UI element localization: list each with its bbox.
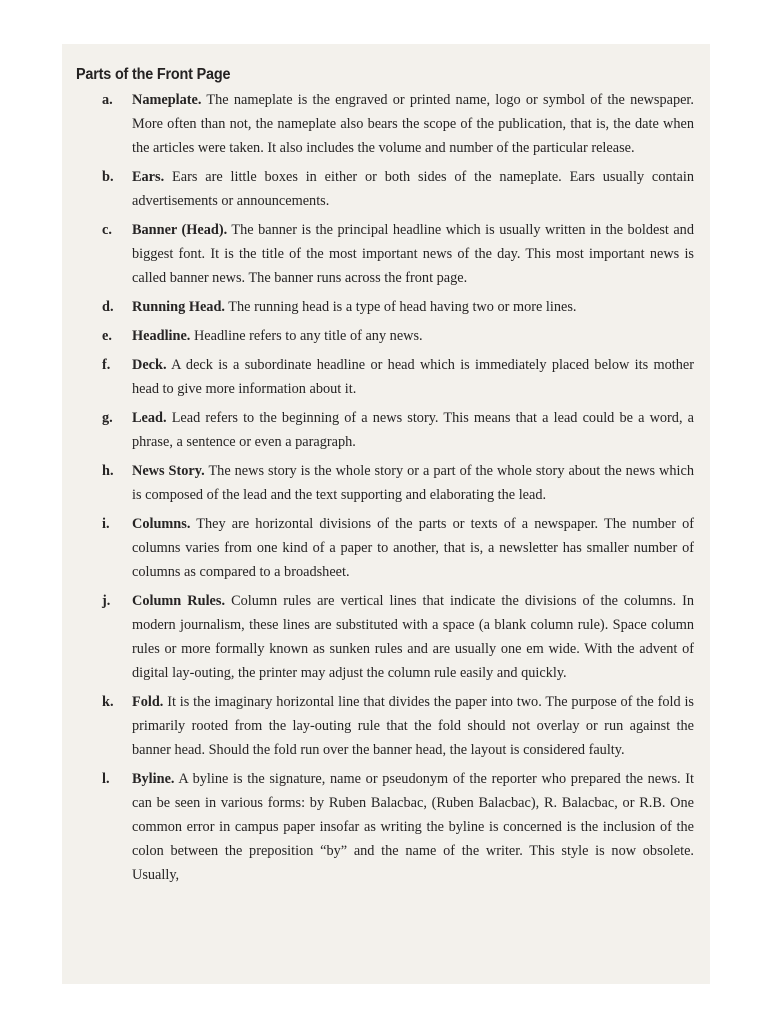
item-term: Deck. [132, 357, 167, 373]
item-text: The news story is the whole story or a part of the whole story about the news which is composed of the lead and the text supporting and elaborating the lead. [132, 463, 694, 503]
item-text: A byline is the signature, name or pseudonym of the reporter who prepared the news. It can be seen in various forms: by Ruben Balacbac, (Ruben Balacbac), R. Balacbac, or R.B. One common error in campus paper insofar as writing the byline is concerned is the inclusion of the colon between the preposition “by” and the name of the writer. This style is now obsolete. Usually, [132, 771, 694, 883]
item-letter: j. [102, 593, 111, 609]
item-term: Columns. [132, 516, 191, 532]
list-item-ears [102, 165, 694, 213]
item-text: The nameplate is the engraved or printed name, logo or symbol of the newspaper. More often than not, the nameplate also bears the scope of the publication, that is, the date when the articles were taken. It also includes the volume and number of the particular release. [132, 92, 694, 156]
list-item-nameplate [102, 88, 694, 160]
item-text: Lead refers to the beginning of a news story. This means that a lead could be a word, a phrase, a sentence or even a paragraph. [132, 410, 694, 450]
item-text: They are horizontal divisions of the parts or texts of a newspaper. The number of columns varies from one kind of a paper to another, that is, a newsletter has smaller number of columns as compared to a broadsheet. [132, 516, 694, 580]
list-item-lead [102, 406, 694, 454]
item-term: News Story. [132, 463, 205, 479]
definition-list [102, 88, 694, 892]
item-term: Ears. [132, 169, 165, 185]
item-letter: b. [102, 169, 114, 185]
list-item-deck [102, 353, 694, 401]
item-text: Column rules are vertical lines that indicate the divisions of the columns. In modern journalism, these lines are substituted with a space (a blank column rule). Space column rules or more formally known as sunken rules and are usually one em wide. With the advent of digital lay-outing, the printer may adjust the column rule easily and quickly. [132, 593, 694, 681]
list-item-columns [102, 512, 694, 584]
item-term: Byline. [132, 771, 175, 787]
item-letter: l. [102, 771, 110, 787]
item-term: Headline. [132, 328, 191, 344]
item-letter: g. [102, 410, 113, 426]
list-item-fold [102, 690, 694, 762]
item-text: The banner is the principal headline which is usually written in the boldest and biggest font. It is the title of the most important news of the day. This most important news is called banner news. The banner runs across the front page. [132, 222, 694, 286]
item-letter: h. [102, 463, 114, 479]
item-term: Fold. [132, 694, 164, 710]
item-text: It is the imaginary horizontal line that divides the paper into two. The purpose of the fold is primarily rooted from the lay-outing rule that the fold should not overlay or run against the banner head. Should the fold run over the banner head, the layout is considered faulty. [132, 694, 694, 758]
item-term: Lead. [132, 410, 167, 426]
list-item-headline [102, 324, 694, 348]
item-text: A deck is a subordinate headline or head which is immediately placed below its mother head to give more information about it. [132, 357, 694, 397]
list-item-banner [102, 218, 694, 290]
list-item-running-head [102, 295, 694, 319]
item-letter: f. [102, 357, 111, 373]
item-text: The running head is a type of head having two or more lines. [228, 299, 577, 315]
item-letter: e. [102, 328, 112, 344]
list-item-news-story [102, 459, 694, 507]
item-letter: c. [102, 222, 112, 238]
item-text: Ears are little boxes in either or both sides of the nameplate. Ears usually contain advertisements or announcements. [132, 169, 694, 209]
item-term: Column Rules. [132, 593, 226, 609]
page-heading: Parts of the Front Page [76, 66, 231, 83]
item-letter: k. [102, 694, 114, 710]
item-term: Nameplate. [132, 92, 202, 108]
list-item-column-rules [102, 589, 694, 685]
item-term: Running Head. [132, 299, 225, 315]
item-letter: i. [102, 516, 110, 532]
item-text: Headline refers to any title of any news. [193, 328, 423, 344]
document-page [62, 44, 710, 984]
list-item-byline [102, 767, 694, 887]
item-letter: d. [102, 299, 114, 315]
item-term: Banner (Head). [132, 222, 228, 238]
item-letter: a. [102, 92, 113, 108]
